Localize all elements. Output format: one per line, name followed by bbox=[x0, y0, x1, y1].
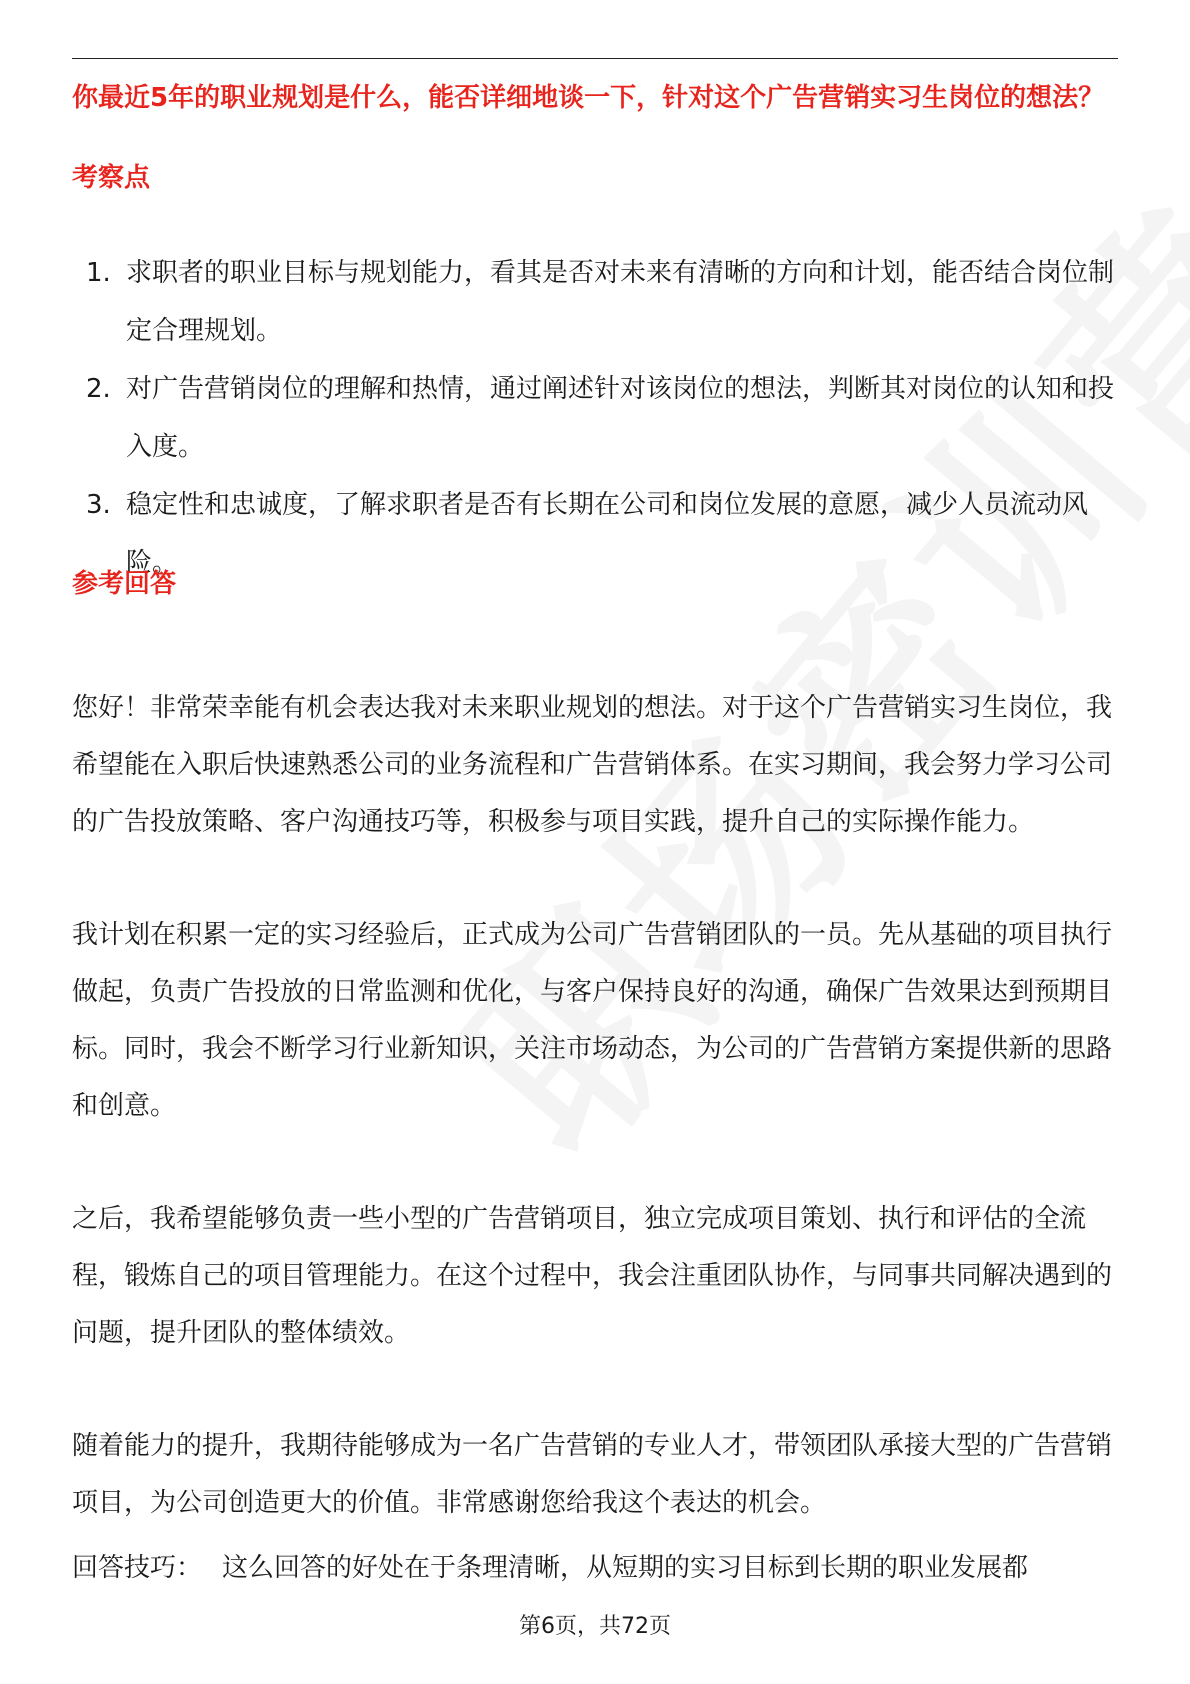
list-item-text: 对广告营销岗位的理解和热情，通过阐述针对该岗位的想法，判断其对岗位的认知和投入度。 bbox=[126, 374, 1115, 462]
page-number-footer: 第6页，共72页 bbox=[519, 1614, 671, 1639]
top-divider bbox=[72, 58, 1118, 59]
answer-paragraph: 之后，我希望能够负责一些小型的广告营销项目，独立完成项目策划、执行和评估的全流程，锻炼自己的项目管理能力。在这个过程中，我会注重团队协作，与同事共同解决遇到的问题，提升团队的整体绩效。 bbox=[72, 1204, 1113, 1348]
list-item-number: 2. bbox=[86, 374, 111, 404]
reference-answer-title: 参考回答 bbox=[72, 569, 177, 599]
answer-paragraph: 我计划在积累一定的实习经验后，正式成为公司广告营销团队的一员。先从基础的项目执行做起，负责广告投放的日常监测和优化，与客户保持良好的沟通，确保广告效果达到预期目标。同时，我会不断学习行业新知识，关注市场动态，为公司的广告营销方案提供新的思路和创意。 bbox=[72, 920, 1113, 1121]
list-item bbox=[72, 244, 1118, 360]
list-item-number: 1. bbox=[86, 258, 111, 288]
reference-answer-body bbox=[72, 680, 1118, 1588]
answer-paragraph: 您好！非常荣幸能有机会表达我对未来职业规划的想法。对于这个广告营销实习生岗位，我希望能在入职后快速熟悉公司的业务流程和广告营销体系。在实习期间，我会努力学习公司的广告投放策略、客户沟通技巧等，积极参与项目实践，提升自己的实际操作能力。 bbox=[72, 693, 1113, 837]
answer-paragraph: 随着能力的提升，我期待能够成为一名广告营销的专业人才，带领团队承接大型的广告营销项目，为公司创造更大的价值。非常感谢您给我这个表达的机会。 bbox=[72, 1431, 1113, 1518]
exam-points-list bbox=[72, 244, 1118, 592]
question-heading: 你最近5年的职业规划是什么，能否详细地谈一下，针对这个广告营销实习生岗位的想法？ bbox=[72, 83, 1105, 113]
list-item-text: 求职者的职业目标与规划能力，看其是否对未来有清晰的方向和计划，能否结合岗位制定合理规划。 bbox=[126, 258, 1115, 346]
answer-tip-label: 回答技巧： bbox=[72, 1553, 203, 1583]
list-item-text: 稳定性和忠诚度，了解求职者是否有长期在公司和岗位发展的意愿，减少人员流动风险。 bbox=[126, 490, 1089, 578]
exam-points-title: 考察点 bbox=[72, 163, 151, 193]
list-item-number: 3. bbox=[86, 490, 111, 520]
list-item bbox=[72, 476, 1118, 592]
answer-tip bbox=[72, 1550, 1142, 1586]
list-item bbox=[72, 360, 1118, 476]
answer-tip-text: 这么回答的好处在于条理清晰，从短期的实习目标到长期的职业发展都 bbox=[222, 1553, 1029, 1583]
